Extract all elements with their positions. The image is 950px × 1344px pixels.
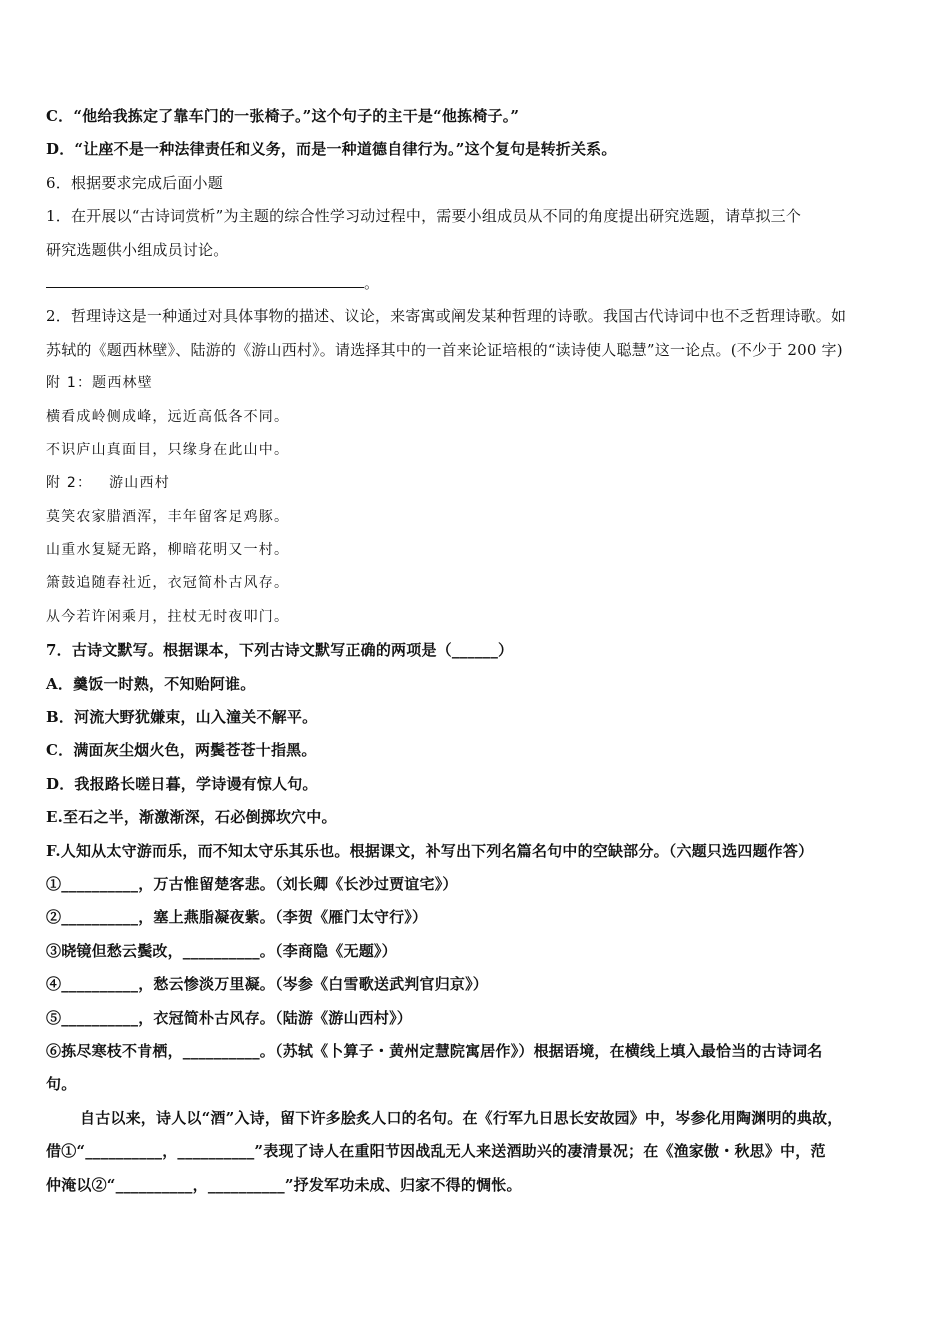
answer-blank-line [46, 267, 916, 300]
fill-item-2: ②__________，塞上燕脂凝夜紫。（李贺《雁门太守行》） [46, 908, 428, 927]
poem-line: 横看成岭侧成峰，远近高低各不同。 [46, 408, 290, 425]
question-6-title: 6．根据要求完成后面小题 [46, 173, 223, 192]
poem-line: 不识庐山真面目，只缘身在此山中。 [46, 441, 290, 458]
question-7-option-f: F.人知从太守游而乐，而不知太守乐其乐也。根据课文，补写出下列名篇名句中的空缺部分。（六题只选四题作答） [46, 841, 814, 860]
question-7-option-e: E.至石之半，渐激渐深，石必倒掷坎穴中。 [46, 808, 337, 827]
answer-blank-end: 。 [364, 273, 380, 292]
fill-item-4: ④__________，愁云惨淡万里凝。（岑参《白雪歌送武判官归京》） [46, 975, 489, 994]
paragraph-line-3: 仲淹以②“__________，__________”抒发军功未成、归家不得的惆怅。 [46, 1175, 522, 1194]
document-page [46, 100, 916, 1202]
question-6-1-line-2: 研究选题供小组成员讨论。 [46, 240, 229, 259]
question-7-option-b: B．河流大野犹嫌束，山入潼关不解平。 [46, 708, 318, 727]
fill-item-1: ①__________，万古惟留楚客悲。（刘长卿《长沙过贾谊宅》） [46, 874, 458, 893]
question-7-title: 7．古诗文默写。根据课本，下列古诗文默写正确的两项是（______） [46, 641, 514, 660]
fill-item-5: ⑤__________，衣冠简朴古风存。（陆游《游山西村》） [46, 1008, 413, 1027]
fill-item-6-line-2: 句。 [46, 1075, 77, 1094]
question-6-1-line-1: 1．在开展以“古诗词赏析”为主题的综合性学习动过程中，需要小组成员从不同的角度提出研究选题，请草拟三个 [46, 207, 802, 226]
poem-line: 从今若许闲乘月，拄杖无时夜叩门。 [46, 608, 290, 625]
answer-blank [46, 269, 364, 288]
fill-item-3: ③晓镜但愁云鬓改，__________。（李商隐《无题》） [46, 941, 397, 960]
poem-line: 山重水复疑无路，柳暗花明又一村。 [46, 542, 290, 559]
attachment-1-title: 附 1：题西林壁 [46, 375, 153, 392]
poem-line: 箫鼓追随春社近，衣冠简朴古风存。 [46, 575, 290, 592]
option-d: D．“让座不是一种法律责任和义务，而是一种道德自律行为。”这个复句是转折关系。 [46, 140, 617, 159]
question-6-2-line-1: 2．哲理诗这是一种通过对具体事物的描述、议论，来寄寓或阐发某种哲理的诗歌。我国古代诗词中也不乏哲理诗歌。如 [46, 307, 847, 326]
paragraph-line-1: 自古以来，诗人以“酒”入诗，留下许多脍炙人口的名句。在《行军九日思长安故园》中，岑参化用陶渊明的典故， [80, 1108, 843, 1127]
question-7-option-d: D．我报路长嗟日暮，学诗谩有惊人句。 [46, 774, 318, 793]
question-7-option-a: A．羹饭一时熟，不知贻阿谁。 [46, 674, 256, 693]
fill-item-6-line-1: ⑥拣尽寒枝不肯栖，__________。（苏轼《卜算子・黄州定慧院寓居作》）根据语境，在横线上填入最恰当的古诗词名 [46, 1041, 823, 1060]
option-c: C．“他给我拣定了靠车门的一张椅子。”这个句子的主干是“他拣椅子。” [46, 107, 520, 125]
question-7-option-c: C．满面灰尘烟火色，两鬓苍苍十指黑。 [46, 741, 317, 760]
poem-line: 莫笑农家腊酒浑，丰年留客足鸡豚。 [46, 508, 290, 525]
question-6-2-line-2: 苏轼的《题西林壁》、陆游的《游山西村》。请选择其中的一首来论证培根的“读诗使人聪慧”这一论点。(不少于 200 字) [46, 340, 843, 359]
paragraph-line-2: 借①“__________，__________”表现了诗人在重阳节因战乱无人来送酒助兴的凄清景况；在《渔家傲・秋思》中，范 [46, 1142, 826, 1161]
attachment-2-title: 附 2： 游山西村 [46, 475, 170, 492]
